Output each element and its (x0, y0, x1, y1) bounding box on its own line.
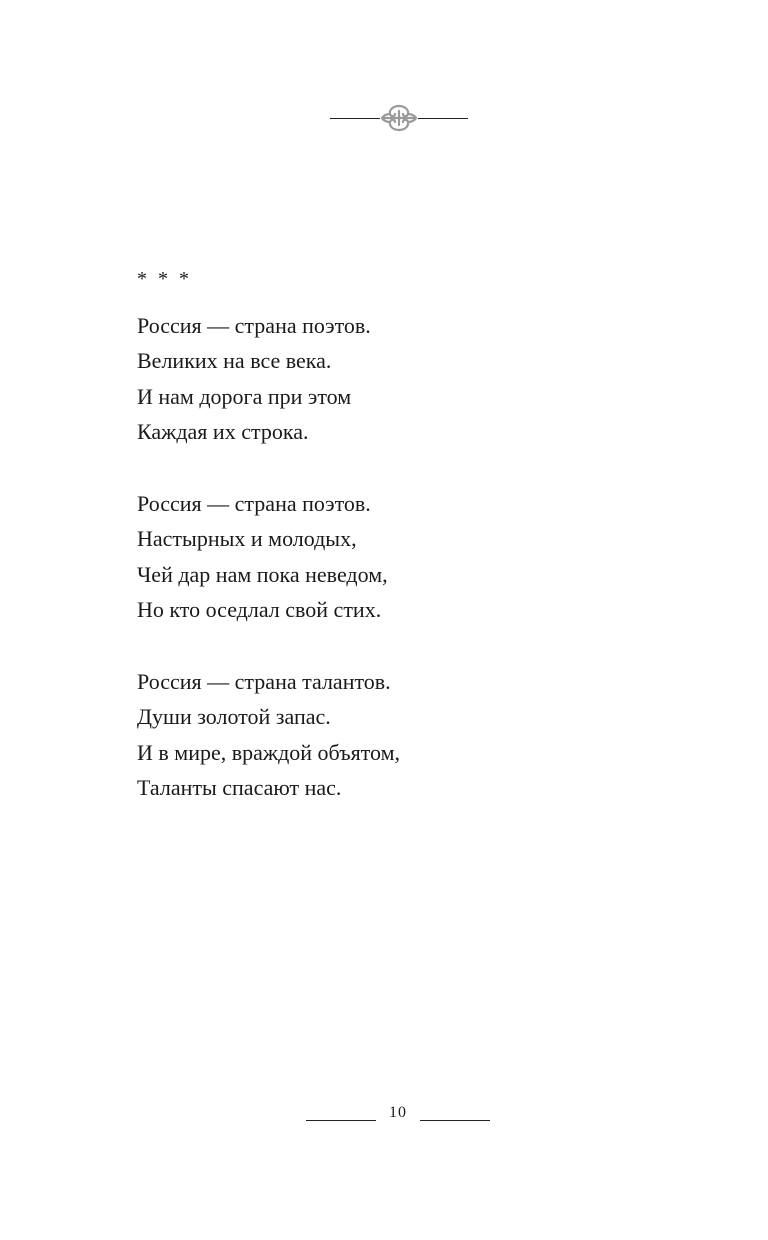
poem (137, 262, 697, 842)
poem-line: Таланты спасают нас. (137, 775, 342, 800)
stanza-1 (137, 308, 697, 450)
poem-line: И нам дорога при этом (137, 383, 352, 409)
footer-left-rule (306, 1120, 376, 1121)
header-ornament (330, 102, 468, 134)
stanza-2 (137, 486, 697, 628)
poem-line: Россия — страна поэтов. (137, 490, 371, 516)
poem-line: И в мире, враждой объятом, (137, 739, 401, 765)
footer-right-rule (420, 1120, 490, 1121)
page-footer (306, 1101, 490, 1125)
stanza-3 (137, 664, 697, 806)
poem-line: Души золотой запас. (137, 704, 331, 729)
poem-line: Чей дар нам пока неведом, (137, 561, 388, 587)
poem-line: Великих на все века. (137, 348, 332, 373)
poem-line: Каждая их строка. (137, 419, 309, 444)
poem-line: Россия — страна талантов. (137, 668, 391, 694)
ornament-right-rule (418, 118, 468, 119)
ornament-left-rule (330, 118, 380, 119)
page-number: 10 (389, 1104, 407, 1121)
decorative-flourish-icon (380, 102, 418, 134)
section-separator: * * * (137, 268, 192, 290)
poem-line: Настырных и молодых, (137, 526, 357, 551)
poem-line: Но кто оседлал свой стих. (137, 597, 382, 622)
poem-line: Россия — страна поэтов. (137, 312, 371, 338)
